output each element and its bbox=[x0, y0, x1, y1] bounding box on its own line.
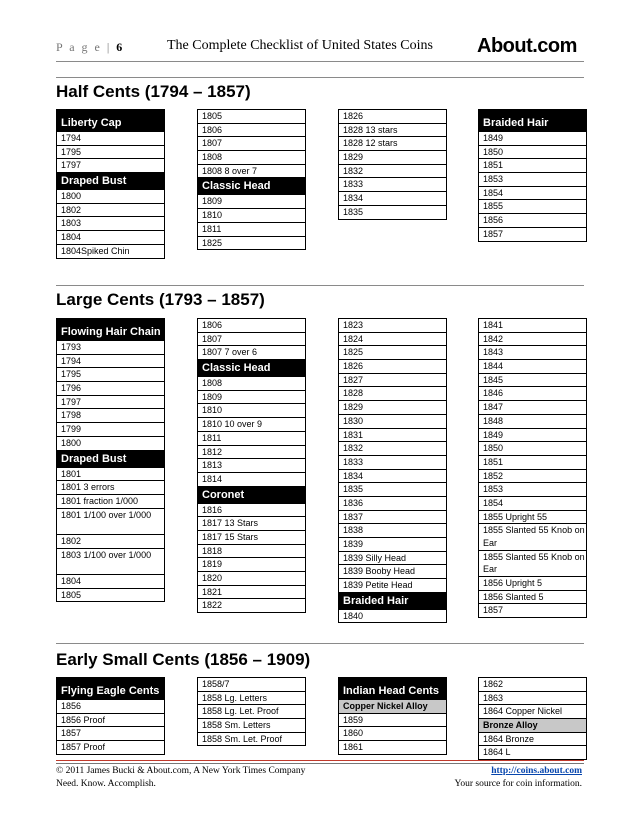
coin-row: 1834 bbox=[338, 470, 447, 484]
variety-header: Braided Hair bbox=[478, 110, 587, 132]
coin-row: 1803 1/100 over 1/000 bbox=[56, 549, 165, 575]
coin-row: 1858 Lg. Letters bbox=[197, 692, 306, 706]
coin-row: 1811 bbox=[197, 432, 306, 446]
coin-row: 1849 bbox=[478, 132, 587, 146]
checklist-column bbox=[338, 677, 447, 755]
coin-row: 1794 bbox=[56, 132, 165, 146]
coin-row: 1857 bbox=[478, 228, 587, 242]
coin-row: 1803 bbox=[56, 217, 165, 231]
coin-row: 1857 bbox=[478, 604, 587, 618]
checklist-column bbox=[56, 677, 165, 755]
coin-row: 1857 bbox=[56, 727, 165, 741]
coin-row: 1801 1/100 over 1/000 bbox=[56, 509, 165, 535]
coin-row: 1864 Bronze bbox=[478, 733, 587, 747]
coin-row: 1834 bbox=[338, 192, 447, 206]
coin-row: 1839 Silly Head bbox=[338, 552, 447, 566]
coin-row: 1799 bbox=[56, 423, 165, 437]
coin-row: 1827 bbox=[338, 374, 447, 388]
coin-row: 1810 bbox=[197, 209, 306, 223]
checklist-column bbox=[478, 109, 587, 242]
coin-row: 1839 Petite Head bbox=[338, 579, 447, 593]
coin-row: 1860 bbox=[338, 727, 447, 741]
coin-row: 1797 bbox=[56, 396, 165, 410]
coin-row: 1850 bbox=[478, 146, 587, 160]
coin-row: 1852 bbox=[478, 470, 587, 484]
coin-row: 1854 bbox=[478, 187, 587, 201]
page-number-label: P a g e | 6 bbox=[56, 40, 123, 54]
coin-row: 1858/7 bbox=[197, 678, 306, 692]
coin-row: 1826 bbox=[338, 360, 447, 374]
checklist-column bbox=[56, 109, 165, 259]
coin-row: 1828 12 stars bbox=[338, 137, 447, 151]
coin-row: 1859 bbox=[338, 714, 447, 728]
coin-row: 1823 bbox=[338, 319, 447, 333]
variety-header: Flowing Hair Chain bbox=[56, 319, 165, 341]
coin-row: 1807 7 over 6 bbox=[197, 346, 306, 360]
coin-row: 1806 bbox=[197, 124, 306, 138]
coin-row: 1864 Copper Nickel bbox=[478, 705, 587, 719]
coin-row: 1808 bbox=[197, 377, 306, 391]
coin-row: 1822 bbox=[197, 599, 306, 613]
footer-link[interactable]: http://coins.about.com bbox=[491, 766, 582, 776]
coin-row: 1816 bbox=[197, 504, 306, 518]
checklist-column bbox=[338, 318, 447, 623]
coin-row: 1800 bbox=[56, 437, 165, 451]
coin-row: 1804 bbox=[56, 231, 165, 245]
variety-header: Braided Hair bbox=[338, 593, 447, 610]
coin-row: 1836 bbox=[338, 497, 447, 511]
coin-row: 1830 bbox=[338, 415, 447, 429]
coin-row: 1864 L bbox=[478, 746, 587, 760]
coin-row: 1851 bbox=[478, 159, 587, 173]
page-label: P a g e bbox=[56, 40, 102, 54]
coin-row: 1817 13 Stars bbox=[197, 517, 306, 531]
coin-row: 1849 bbox=[478, 429, 587, 443]
coin-row: 1804 bbox=[56, 575, 165, 589]
coin-row: 1804Spiked Chin bbox=[56, 245, 165, 259]
page-number: 6 bbox=[116, 40, 123, 54]
coin-row: 1843 bbox=[478, 346, 587, 360]
coin-row: 1795 bbox=[56, 146, 165, 160]
coin-row: 1839 Booby Head bbox=[338, 565, 447, 579]
section-title-half-cents: Half Cents (1794 – 1857) bbox=[56, 82, 251, 101]
coin-row: 1832 bbox=[338, 442, 447, 456]
coin-row: 1812 bbox=[197, 446, 306, 460]
section-rule bbox=[56, 285, 584, 286]
coin-row: 1847 bbox=[478, 401, 587, 415]
coin-row: 1808 8 over 7 bbox=[197, 165, 306, 179]
footer-rule bbox=[56, 760, 584, 761]
document-title: The Complete Checklist of United States Coins bbox=[167, 38, 433, 53]
alloy-subheader: Copper Nickel Alloy bbox=[338, 700, 447, 714]
coin-row: 1856 bbox=[56, 700, 165, 714]
coin-row: 1810 bbox=[197, 404, 306, 418]
coin-row: 1846 bbox=[478, 387, 587, 401]
coin-row: 1821 bbox=[197, 586, 306, 600]
coin-row: 1844 bbox=[478, 360, 587, 374]
section-rule bbox=[56, 77, 584, 78]
checklist-column bbox=[197, 109, 306, 250]
coin-row: 1795 bbox=[56, 368, 165, 382]
footer-link-caption: Your source for coin information. bbox=[454, 779, 582, 789]
variety-header: Flying Eagle Cents bbox=[56, 678, 165, 700]
coin-row: 1819 bbox=[197, 558, 306, 572]
coin-row: 1840 bbox=[338, 610, 447, 624]
alloy-subheader: Bronze Alloy bbox=[478, 719, 587, 733]
coin-row: 1807 bbox=[197, 137, 306, 151]
coin-row: 1800 bbox=[56, 190, 165, 204]
coin-row: 1832 bbox=[338, 165, 447, 179]
coin-row: 1831 bbox=[338, 429, 447, 443]
coin-row: 1807 bbox=[197, 333, 306, 347]
variety-header: Liberty Cap bbox=[56, 110, 165, 132]
coin-row: 1805 bbox=[56, 589, 165, 603]
coin-row: 1856 Slanted 5 bbox=[478, 591, 587, 605]
coin-row: 1833 bbox=[338, 178, 447, 192]
coin-row: 1817 15 Stars bbox=[197, 531, 306, 545]
section-title-early-small-cents: Early Small Cents (1856 – 1909) bbox=[56, 650, 311, 669]
footer-copyright: © 2011 James Bucki & About.com, A New York Times Company bbox=[56, 766, 306, 776]
coin-row: 1842 bbox=[478, 333, 587, 347]
coin-row: 1813 bbox=[197, 459, 306, 473]
variety-header: Classic Head bbox=[197, 178, 306, 195]
coin-row: 1824 bbox=[338, 333, 447, 347]
coin-row: 1802 bbox=[56, 535, 165, 549]
coin-row: 1825 bbox=[338, 346, 447, 360]
footer-rule-thin bbox=[56, 763, 584, 764]
coin-row: 1810 10 over 9 bbox=[197, 418, 306, 432]
coin-row: 1818 bbox=[197, 545, 306, 559]
coin-row: 1841 bbox=[478, 319, 587, 333]
coin-row: 1801 fraction 1/000 bbox=[56, 495, 165, 509]
coin-row: 1856 bbox=[478, 214, 587, 228]
coin-row: 1858 Lg. Let. Proof bbox=[197, 705, 306, 719]
coin-row: 1814 bbox=[197, 473, 306, 487]
coin-row: 1828 bbox=[338, 387, 447, 401]
coin-row: 1862 bbox=[478, 678, 587, 692]
coin-row: 1811 bbox=[197, 223, 306, 237]
coin-row: 1808 bbox=[197, 151, 306, 165]
coin-row: 1801 bbox=[56, 468, 165, 482]
coin-row: 1835 bbox=[338, 483, 447, 497]
coin-row: 1857 Proof bbox=[56, 741, 165, 755]
coin-row: 1837 bbox=[338, 511, 447, 525]
checklist-column bbox=[56, 318, 165, 602]
coin-row: 1825 bbox=[197, 237, 306, 251]
coin-row: 1828 13 stars bbox=[338, 124, 447, 138]
coin-row: 1838 bbox=[338, 524, 447, 538]
coin-row: 1796 bbox=[56, 382, 165, 396]
coin-row: 1801 3 errors bbox=[56, 481, 165, 495]
coin-row: 1858 Sm. Letters bbox=[197, 719, 306, 733]
coin-row: 1861 bbox=[338, 741, 447, 755]
coin-row: 1854 bbox=[478, 497, 587, 511]
coin-row: 1829 bbox=[338, 151, 447, 165]
variety-header: Coronet bbox=[197, 487, 306, 504]
checklist-column bbox=[338, 109, 447, 220]
coin-row: 1809 bbox=[197, 391, 306, 405]
coin-row: 1826 bbox=[338, 110, 447, 124]
footer-tagline: Need. Know. Accomplish. bbox=[56, 779, 156, 789]
coin-row: 1806 bbox=[197, 319, 306, 333]
coin-row: 1845 bbox=[478, 374, 587, 388]
coin-row: 1858 Sm. Let. Proof bbox=[197, 733, 306, 747]
coin-row: 1855 bbox=[478, 200, 587, 214]
coin-row: 1839 bbox=[338, 538, 447, 552]
coin-row: 1855 Slanted 55 Knob on Ear bbox=[478, 524, 587, 550]
coin-row: 1853 bbox=[478, 483, 587, 497]
checklist-column bbox=[478, 318, 587, 618]
variety-header: Draped Bust bbox=[56, 173, 165, 190]
variety-header: Classic Head bbox=[197, 360, 306, 377]
coin-row: 1820 bbox=[197, 572, 306, 586]
checklist-column bbox=[478, 677, 587, 760]
section-rule bbox=[56, 643, 584, 644]
logo-text: About.com bbox=[477, 35, 577, 57]
variety-header: Indian Head Cents bbox=[338, 678, 447, 700]
coin-row: 1802 bbox=[56, 204, 165, 218]
coin-row: 1855 Upright 55 bbox=[478, 511, 587, 525]
coin-row: 1809 bbox=[197, 195, 306, 209]
coin-row: 1856 Upright 5 bbox=[478, 577, 587, 591]
about-logo bbox=[477, 35, 577, 58]
section-title-large-cents: Large Cents (1793 – 1857) bbox=[56, 290, 265, 309]
coin-row: 1855 Slanted 55 Knob on Ear bbox=[478, 551, 587, 577]
coin-row: 1805 bbox=[197, 110, 306, 124]
coin-row: 1793 bbox=[56, 341, 165, 355]
coin-row: 1856 Proof bbox=[56, 714, 165, 728]
coin-row: 1851 bbox=[478, 456, 587, 470]
coin-row: 1794 bbox=[56, 355, 165, 369]
coin-row: 1853 bbox=[478, 173, 587, 187]
coin-row: 1863 bbox=[478, 692, 587, 706]
coin-row: 1848 bbox=[478, 415, 587, 429]
coin-row: 1829 bbox=[338, 401, 447, 415]
coin-row: 1833 bbox=[338, 456, 447, 470]
coin-row: 1797 bbox=[56, 159, 165, 173]
checklist-column bbox=[197, 318, 306, 613]
variety-header: Draped Bust bbox=[56, 451, 165, 468]
coin-row: 1835 bbox=[338, 206, 447, 220]
header-rule bbox=[56, 61, 584, 62]
coin-row: 1850 bbox=[478, 442, 587, 456]
footer-link-wrap bbox=[491, 766, 582, 776]
checklist-column bbox=[197, 677, 306, 746]
coin-row: 1798 bbox=[56, 409, 165, 423]
